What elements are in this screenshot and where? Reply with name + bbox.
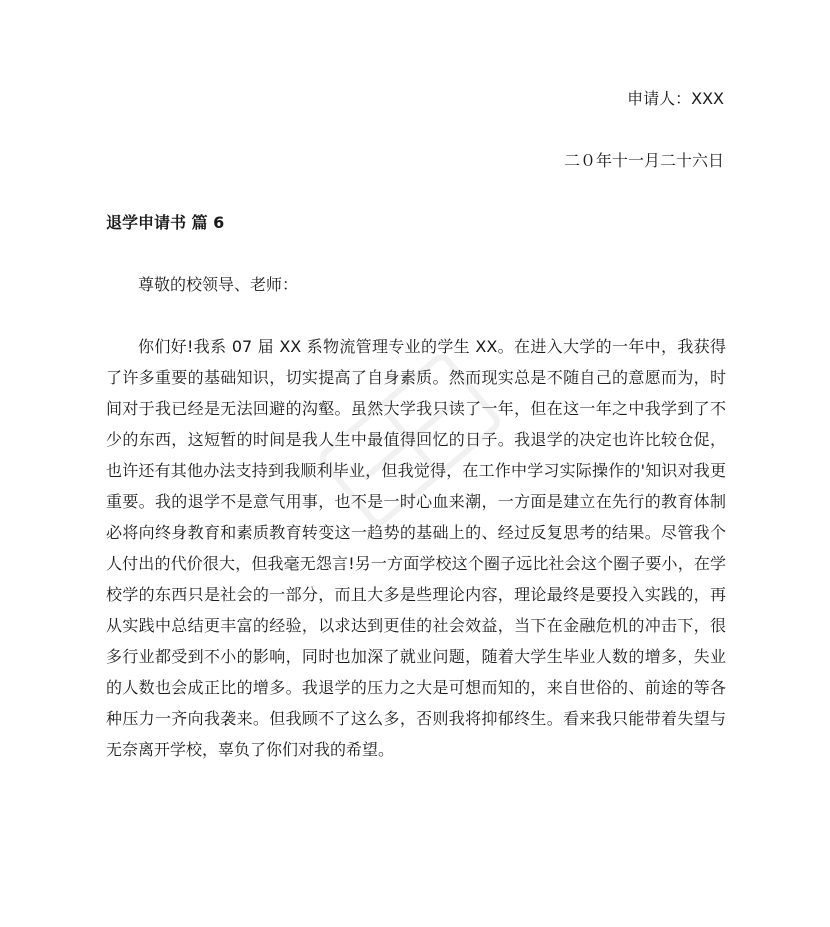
- body-paragraph: 你们好!我系 07 届 XX 系物流管理专业的学生 XX。在进入大学的一年中，我获得了许多重要的基础知识，切实提高了自身素质。然而现实总是不随自己的意愿而为，时间对于我已经是无法回避的沟壑。虽然大学我只读了一年，但在这一年之中我学到了不少的东西，这短暂的时间是我人生中最值得回忆的日子。我退学的决定也许比较仓促，也许还有其他办法支持到我顺利毕业，但我觉得，在工作中学习实际操作的'知识对我更重要。我的退学不是意气用事，也不是一时心血来潮，一方面是建立在先行的教育体制必将向终身教育和素质教育转变这一趋势的基础上的、经过反复思考的结果。尽管我个人付出的代价很大，但我毫无怨言!另一方面学校这个圈子远比社会这个圈子要小，在学校学的东西只是社会的一部分，而且大多是些理论内容，理论最终是要投入实践的，再从实践中总结更丰富的经验，以求达到更佳的社会效益，当下在金融危机的冲击下，很多行业都受到不小的影响，同时也加深了就业问题，随着大学生毕业人数的增多，失业的人数也会成正比的增多。我退学的压力之大是可想而知的，来自世俗的、前途的等各种压力一齐向我袭来。但我顾不了这么多，否则我将抑郁终生。看来我只能带着失望与无奈离开学校，辜负了你们对我的希望。: [106, 337, 726, 759]
- date-line: 二０年十一月二十六日: [563, 151, 724, 170]
- salutation: 尊敬的校领导、老师：: [138, 275, 299, 294]
- applicant-line: 申请人：XXX: [627, 89, 724, 108]
- section-heading: 退学申请书 篇 6: [106, 213, 225, 232]
